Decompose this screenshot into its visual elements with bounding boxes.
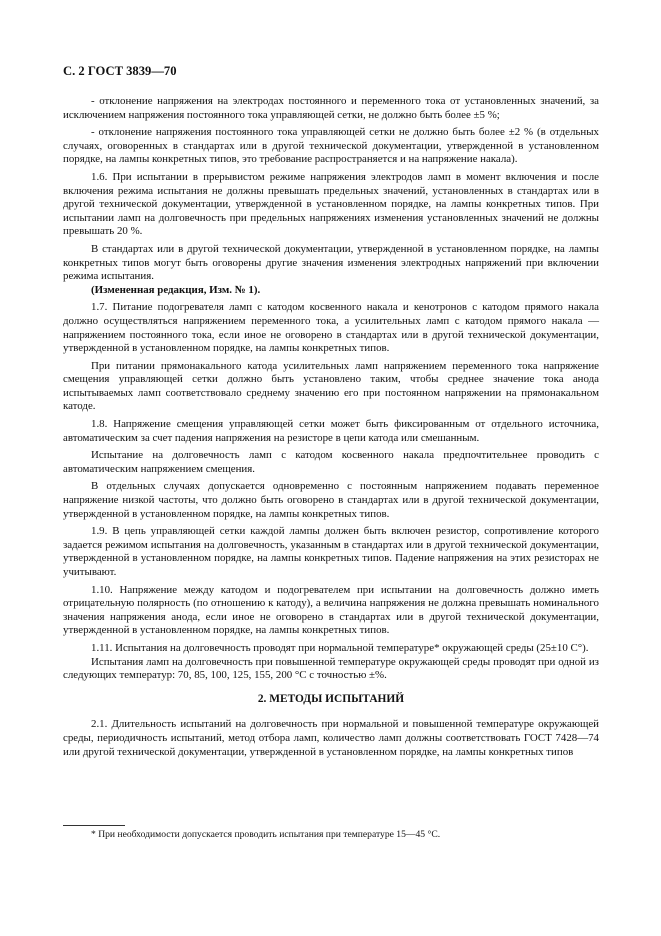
paragraph: 1.11. Испытания на долговечность проводят при нормальной температуре* окружающей среды (25±10 С°). <box>91 641 589 654</box>
document-body <box>63 95 599 763</box>
paragraph: 1.10. Напряжение между катодом и подогревателем при испытании на долговечность должно иметь отрицательную полярность (по отношению к катоду), а величина напряжения не должна превышать номинального значения напряжения анода, если иное не оговорено в стандартах или в другой технической документации, утвержденной в установленном порядке, на лампы конкретных типов. <box>63 583 599 637</box>
paragraph: 1.6. При испытании в прерывистом режиме напряжения электродов ламп в момент включения и после включения режима испытания не должны превышать предельных значений, установленных в стандартах или в другой технической документации, утвержденной в установленном порядке, на лампы конкретных типов. При испытании ламп на долговечность при предельных напряжениях изменения установленных значений не должны превышать 20 %. <box>63 170 599 238</box>
paragraph: В отдельных случаях допускается одновременно с постоянным напряжением подавать переменное напряжение низкой частоты, что должно быть оговорено в стандартах или в другой технической документации, утвержденной в установленном порядке, на лампы конкретных типов. <box>63 480 599 520</box>
revision-note: (Измененная редакция, Изм. № 1). <box>91 283 261 296</box>
footnote: * При необходимости допускается проводить испытания при температуре 15—45 °С. <box>91 829 441 840</box>
paragraph: - отклонение напряжения на электродах постоянного и переменного тока от установленных значений, за исключением напряжения постоянного тока управляющей сетки, не должно быть более ±5 %; <box>63 95 599 121</box>
section-title: 2. МЕТОДЫ ИСПЫТАНИЙ <box>257 692 405 705</box>
paragraph: 1.8. Напряжение смещения управляющей сетки может быть фиксированным от отдельного источника, автоматическим за счет падения напряжения на резисторе в цепи катода или смешанным. <box>63 418 599 444</box>
page-header: С. 2 ГОСТ 3839—70 <box>63 64 177 78</box>
paragraph: Испытание на долговечность ламп с катодом косвенного накала предпочтительнее проводить с автоматическим напряжением смещения. <box>63 449 599 475</box>
paragraph: При питании прямонакального катода усилительных ламп напряжением переменного тока напряжение смещения управляющей сетки должно быть установлено таким, чтобы среднее значение тока анода испытываемых ламп соответствовало среднему значению его при постоянном напряжении на прямонакальном катоде. <box>63 359 599 413</box>
footnote-divider <box>63 825 125 826</box>
paragraph: В стандартах или в другой технической документации, утвержденной в установленном порядке, на лампы конкретных типов могут быть оговорены другие значения изменения электродных напряжений при включении режима испытания. <box>63 242 599 283</box>
paragraph: - отклонение напряжения постоянного тока управляющей сетки не должно быть более ±2 % (в отдельных случаях, оговоренных в стандартах или в другой технической документации, утвержденной в установленном порядке, на лампы конкретных типов, это требование распространяется и на напряжение накала). <box>63 126 599 166</box>
paragraph: 2.1. Длительность испытаний на долговечность при нормальной и повышенной температуре окружающей среды, периодичность испытаний, метод отбора ламп, количество ламп должны соответствовать ГОСТ 7428—74 или другой технической документации, утвержденной в установленном порядке, на лампы конкретных типов <box>63 718 599 758</box>
paragraph: Испытания ламп на долговечность при повышенной температуре окружающей среды проводят при одной из следующих температур: 70, 85, 100, 125, 155, 200 °С с точностью ±%. <box>63 655 599 682</box>
paragraph: 1.9. В цепь управляющей сетки каждой лампы должен быть включен резистор, сопротивление которого задается режимом испытания на долговечность, указанным в стандартах или в другой технической документации, утвержденной в установленном порядке, на лампы конкретных типов. Падение напряжения на этих резисторах не учитывают. <box>63 525 599 578</box>
paragraph: 1.7. Питание подогревателя ламп с катодом косвенного накала и кенотронов с катодом прямого накала должно осуществляться напряжением переменного тока, а усилительных ламп с катодом прямого накала — напряжением постоянного тока, если иное не оговорено в стандартах или в другой технической документации, утвержденной в установленном порядке, на лампы конкретных типов. <box>63 301 599 355</box>
